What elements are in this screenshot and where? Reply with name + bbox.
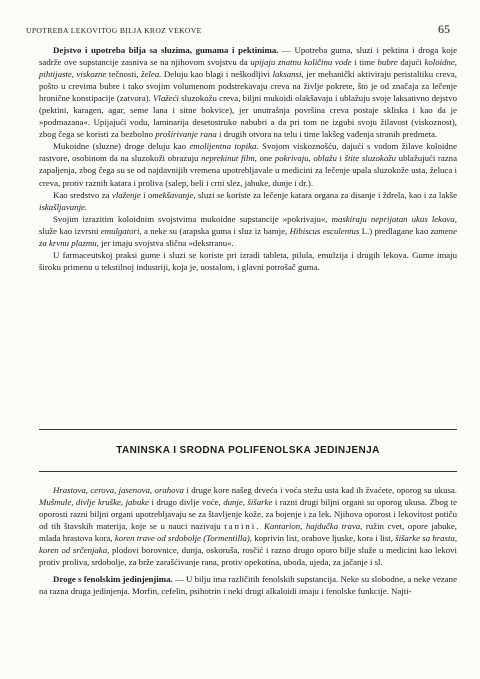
section-divider xyxy=(39,429,457,430)
text-run: a neke su (arapska guma i sluz iz bamje, xyxy=(141,225,290,236)
italic-run: šišarke sa hrasta, koren od srčenjaka, xyxy=(39,533,458,556)
italic-run: Hibiscus esculentus xyxy=(289,225,360,236)
italic-run: vlaženje xyxy=(111,189,141,200)
paragraph-gums-effects xyxy=(39,44,457,140)
paragraph-moistening xyxy=(39,189,457,213)
text-run: koprivin list, orahove ljuske, kora i list, xyxy=(252,533,396,544)
running-head xyxy=(26,22,450,38)
text-run: dajući xyxy=(397,57,425,68)
text-run: Svojim izrazitim koloidnim svojstvima mukoidne supstancije »pokrivaju«, xyxy=(53,213,332,224)
text-run: L.) predlagane kao xyxy=(359,225,431,236)
text-run: jer imaju svojstva slična »dekstranu«. xyxy=(98,237,234,248)
text-run: ublažujući razna zapaljenja, zbog čega su se od najdavnijih vremena upotrebljavale u medicini za lečenje upala sluzokože usta, želuca i creva, protiv raznih katara i proliva (salep, beli i crni slez, jabuke, dunje i dr.). xyxy=(39,153,457,188)
text-run: služe kao izvrsni xyxy=(39,225,101,236)
paragraph-pharmaceutical-use xyxy=(39,249,457,273)
text-run: i xyxy=(140,189,148,200)
italic-run: omekšavanje, xyxy=(147,189,196,200)
italic-run: zamene za krvnu plazmu, xyxy=(39,225,457,248)
paragraph-tannins xyxy=(39,484,457,568)
spaced-run: tanini. xyxy=(224,521,261,532)
italic-run: maskiraju neprijatan ukus lekova, xyxy=(331,213,457,224)
text-run: jer mehanički aktiviraju peristaltiku creva, pošto u crevima bubre i tako svojim volumenom podstrekavaju creva na življe pokrete, što je od značaja za lečenje hronične konstipacije (zatvora). xyxy=(39,69,457,104)
italic-run: Hrastova, cerova, jasenova, orahova xyxy=(53,485,184,495)
text-run: plodovi borovnice, dunja, oskoruša, rosčić i razno drugo oporo bilje služe u medicini kao lekovi protiv proliva, srdobolje, za brže zarašćivanje rana, protiv opekotina, uboda, ujeda, za jačanje i sl. xyxy=(39,545,457,568)
page-number: 65 xyxy=(438,22,450,36)
text-run: — Upotreba guma, sluzi i pektina i droga koje sadrže ove supstancije zasniva se na njihovom svojstvu da xyxy=(39,45,458,68)
italic-run: iskašljavanje. xyxy=(39,201,88,212)
text-run: i xyxy=(336,153,345,164)
text-run: ružin cvet, opore jabuke, mlada hrastova kora, xyxy=(39,521,458,544)
italic-run: koloidne, pihtijaste, viskozne xyxy=(39,57,457,80)
section-divider xyxy=(39,471,457,472)
italic-run: štite sluzokožu xyxy=(344,153,397,164)
italic-run: upijaju znatnu količinu vode xyxy=(250,57,352,68)
paragraph-lead: Droge s fenolskim jedinjenjima. xyxy=(53,574,173,585)
italic-run: Vlažeći xyxy=(153,93,179,104)
italic-run: laksansi, xyxy=(272,69,304,80)
paragraph-colloid-properties xyxy=(39,213,457,249)
italic-run: neprekinut film, xyxy=(201,153,257,164)
italic-run: emolijentna topika. xyxy=(189,141,259,152)
italic-run: emulgatori, xyxy=(100,225,142,236)
text-run: — U bilju ima različitih fenolskih supstancija. Neke su slobodne, a neke vezane na razna druga jedinjenja. Morfin, cefelin, psihotrin i neki drugi alkaloidi imaju i fenolske funkcije. Najti- xyxy=(39,574,457,597)
italic-run: koren trave od srdobolje (Tormentilla), xyxy=(114,533,252,544)
italic-run: želea. xyxy=(141,69,162,80)
text-run: sluzi se koriste za lečenje katara organa za disanje i ždrela, kao i za lakše xyxy=(195,189,457,200)
italic-run: proširivanje rana xyxy=(155,129,217,140)
text-run: i time xyxy=(351,57,378,68)
section-heading: TANINSKA I SRODNA POLIFENOLSKA JEDINJENJA xyxy=(116,445,380,456)
paragraph-mucilage-emollients xyxy=(39,140,457,188)
text-block-lower xyxy=(39,484,457,597)
running-head-title: UPOTREBA LEKOVITOG BILJA KROZ VEKOVE xyxy=(26,26,202,35)
text-run: i drugih otvora na telu i time lakšeg vađenja stranih predmeta. xyxy=(216,129,438,140)
paragraph-lead: Dejstvo i upotreba bilja sa sluzima, gumama i pektinima. xyxy=(53,45,279,55)
text-run: one xyxy=(256,153,275,164)
italic-run: pokrivaju, oblažu xyxy=(274,153,337,164)
text-run: U farmaceutskoj praksi gume i sluzi se koriste pri izradi tableta, pilula, emulzija i drugih lekova. Gume imaju široku primenu u tekstilnoj industriji, koja je, uostalom, i glavni potrošač guma. xyxy=(39,249,457,272)
text-run: i druge kore našeg drveća i voća stežu usta kad ih žvaćete, oporog su ukusa. xyxy=(183,485,457,495)
text-run: sluzokožu creva, biljni mukoidi olakšavaju i ublažuju svoje laksativno dejstvo (pektini, karagen, agar, seme lana i sitne bokvice), jer unutrašnja površina creva postaje skliska i kao da je »podmazana«. Upijajući vodu, laminarija desetostruko nabubri a da pri tom ne izgubi svoju žilavost (viskoznost), zbog čega se koristi za bezbolno xyxy=(39,93,457,140)
text-run: Mukoidne (sluzne) droge deluju kao xyxy=(53,141,190,152)
italic-run: Kantarion, hajdučka trava, xyxy=(263,521,363,532)
italic-run: bubre xyxy=(377,57,398,68)
text-run: i razni drugi biljni organi su oporog ukusa. Zbog te oporosti razni biljni organi upotrebljavaju se za štavljenje kože, za bojenje i za lek. Njihova oporost i lekovitost potiču od tih štavskih materija, koje se u nauci nazivaju xyxy=(39,497,457,532)
text-run: i drugo divlje voće, xyxy=(149,497,224,508)
italic-run: dunje, šišarke xyxy=(223,497,273,508)
italic-run: Mušmule, divlje kruške, jabuke xyxy=(39,497,150,508)
text-run: Svojom viskoznošću, dajući s vodom žilave koloidne rastvore, osobinom da na sluzokoži obrazuju xyxy=(39,141,457,164)
text-run: tečnosti, xyxy=(106,69,142,80)
paragraph-phenolic-drugs xyxy=(39,573,457,597)
text-block-upper xyxy=(39,44,457,273)
text-run: Kao sredstvo za xyxy=(53,189,112,200)
text-run: Deluju kao blagi i neškodljivi xyxy=(161,69,273,80)
